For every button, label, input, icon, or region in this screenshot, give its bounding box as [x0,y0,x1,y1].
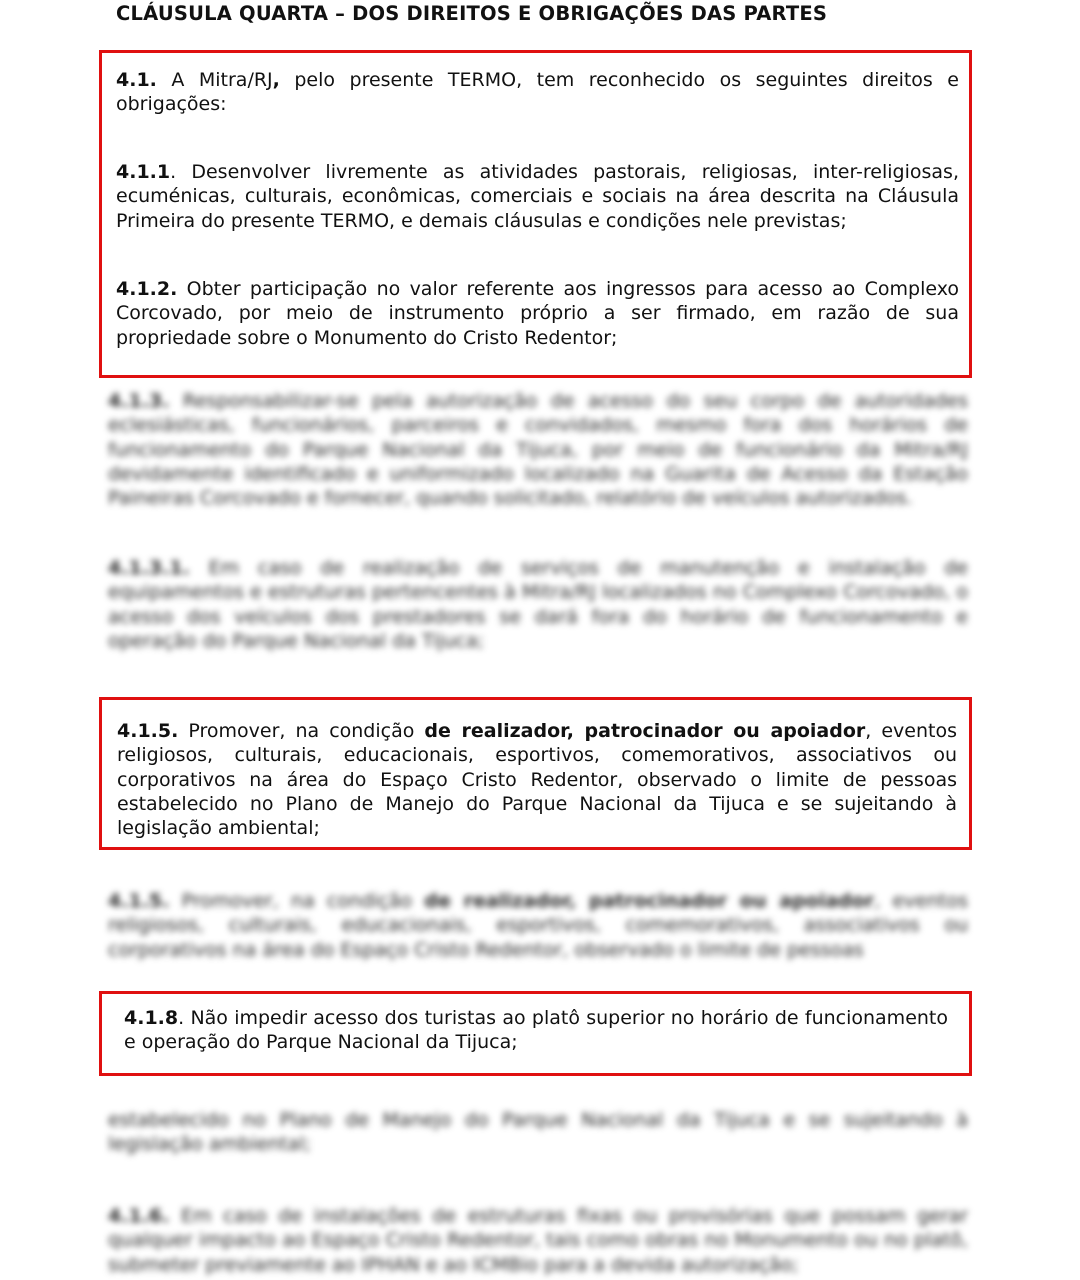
clause-number: 4.1.1 [116,161,171,183]
clause-4-1: 4.1. A Mitra/RJ, pelo presente TERMO, tem reconhecido os seguintes direitos e obrigações: [116,69,959,116]
blurred-clause-4-1-6: 4.1.6. Em caso de instalações de estruturas fixas ou provisórias que possam gerar qualquer impacto ao Espaço Cristo Redentor, tais como obras no Monumento ou no platô, submeter previamente ao IPHAN e ao ICMBio para a devida autorização; [108,1205,968,1276]
clause-number: 4.1.2. [116,278,178,300]
blurred-clause-4-1-5: 4.1.5. Promover, na condição de realizador, patrocinador ou apoiador, eventos religiosos, culturais, educacionais, esportivos, comemorativos, associativos ou corporativos na área do Espaço Cristo Redentor, observado o limite de pessoas [108,890,969,961]
clause-4-1-2: 4.1.2. Obter participação no valor referente aos ingressos para acesso ao Complexo Corcovado, por meio de instrumento próprio a ser firmado, em razão de sua propriedade sobre o Monumento do Cristo Redentor; [116,278,959,349]
clause-number: 4.1. [116,69,157,91]
clause-number: 4.1.8 [124,1007,179,1029]
clause-4-1-8: 4.1.8. Não impedir acesso dos turistas ao platô superior no horário de funcionamento e operação do Parque Nacional da Tijuca; [124,1007,948,1054]
blurred-clause-4-1-3-1: 4.1.3.1. Em caso de realização de serviços de manutenção e instalação de equipamentos e estruturas pertencentes à Mitra/RJ localizados no Complexo Corcovado, o acesso dos veículos dos prestadores se dará fora do horário de funcionamento e operação do Parque Nacional da Tijuca; [108,557,968,652]
clause-number: 4.1.5. [117,720,179,742]
blurred-continuation: estabelecido no Plano de Manejo do Parque Nacional da Tijuca e se sujeitando à legislação ambiental; [108,1109,968,1156]
clause-4-1-5: 4.1.5. Promover, na condição de realizador, patrocinador ou apoiador, eventos religiosos, culturais, educacionais, esportivos, comemorativos, associativos ou corporativos na área do Espaço Cristo Redentor, observado o limite de pessoas estabelecido no Plano de Manejo do Parque Nacional da Tijuca e se sujeitando à legislação ambiental; [117,720,957,840]
clause-heading: CLÁUSULA QUARTA – DOS DIREITOS E OBRIGAÇÕES DAS PARTES [116,2,828,25]
blurred-clause-4-1-3: 4.1.3. Responsabilizar-se pela autorização de acesso do seu corpo de autoridades eclesiásticas, funcionários, parceiros e convidados, mesmo fora dos horários de funcionamento do Parque Nacional da Tijuca, por meio de funcionário da Mitra/RJ devidamente identificado e uniformizado localizado na Guarita de Acesso da Estação Paineiras Corcovado e fornecer, quando solicitado, relatório de veículos autorizados. [108,390,968,510]
clause-4-1-1: 4.1.1. Desenvolver livremente as atividades pastorais, religiosas, inter-religiosas, ecuménicas, culturais, econômicas, comerciais e sociais na área descrita na Cláusula Primeira do presente TERMO, e demais cláusulas e condições nele previstas; [116,161,959,232]
